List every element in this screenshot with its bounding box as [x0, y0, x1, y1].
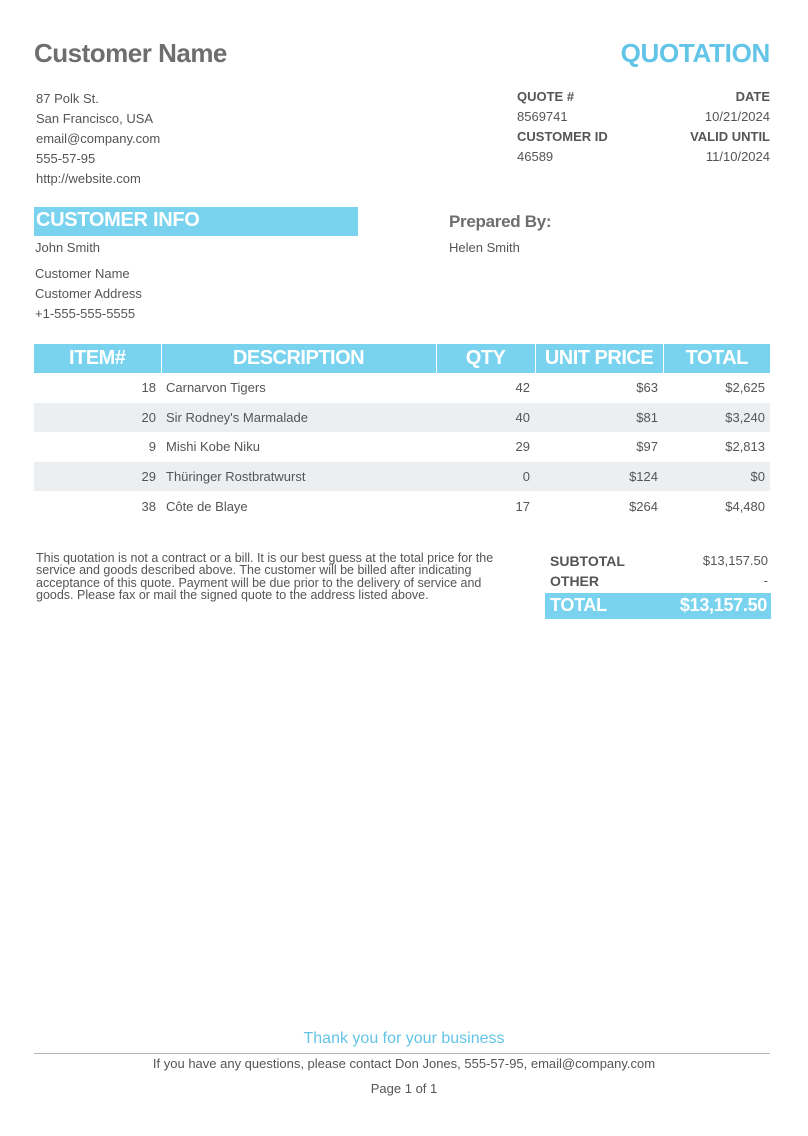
- total-label: TOTAL: [550, 595, 607, 615]
- item-number: 9: [148, 439, 156, 455]
- item-total: $3,240: [663, 403, 770, 433]
- valid-until-label: VALID UNTIL: [690, 129, 770, 144]
- item-qty: 0: [436, 462, 535, 492]
- item-qty: 17: [515, 498, 530, 514]
- customer-address: Customer Address: [35, 286, 142, 301]
- document-title: QUOTATION: [620, 38, 770, 68]
- subtotal-value: $13,157.50: [702, 553, 768, 568]
- item-description: Carnarvon Tigers: [166, 380, 266, 396]
- date-label: DATE: [735, 89, 770, 104]
- item-qty: 40: [436, 403, 535, 433]
- valid-until-value: 11/10/2024: [705, 149, 770, 164]
- table-row: [34, 462, 770, 492]
- other-value: -: [763, 573, 768, 588]
- item-description: Thüringer Rostbratwurst: [161, 462, 436, 492]
- footer-divider: [34, 1053, 770, 1054]
- table-row: [34, 373, 770, 403]
- address-line: San Francisco, USA: [36, 111, 154, 126]
- prepared-by-name: Helen Smith: [449, 240, 520, 255]
- item-number: 38: [141, 498, 156, 514]
- table-row: [34, 491, 770, 521]
- item-unit-price: $81: [535, 403, 663, 433]
- column-header-item: ITEM#: [34, 344, 161, 373]
- column-header-description: DESCRIPTION: [161, 344, 436, 373]
- item-description: Côte de Blaye: [166, 498, 248, 514]
- customer-info-heading-bar: [34, 207, 358, 236]
- item-description: Mishi Kobe Niku: [166, 439, 260, 455]
- item-qty: 42: [515, 380, 530, 396]
- item-qty: 29: [515, 439, 530, 455]
- customer-name: Customer Name: [35, 266, 130, 281]
- page-number: Page 1 of 1: [370, 1081, 438, 1096]
- total-bar: [545, 593, 771, 619]
- item-total: $2,625: [725, 380, 765, 396]
- prepared-by-label: Prepared By:: [449, 212, 552, 231]
- item-description: Sir Rodney's Marmalade: [161, 403, 436, 433]
- item-total: $2,813: [725, 439, 765, 455]
- quote-number-value: 8569741: [517, 109, 568, 124]
- customer-id-label: CUSTOMER ID: [517, 129, 608, 144]
- items-table: [34, 344, 770, 521]
- thank-you-message: Thank you for your business: [303, 1030, 505, 1047]
- table-header-row: [34, 344, 770, 373]
- customer-contact-name: John Smith: [35, 240, 101, 255]
- table-row: [34, 432, 770, 462]
- item-unit-price: $97: [636, 439, 658, 455]
- date-value: 10/21/2024: [704, 109, 770, 124]
- item-number: 18: [141, 380, 156, 396]
- address-line: 87 Polk St.: [36, 91, 99, 106]
- company-address: [36, 89, 160, 189]
- item-unit-price: $124: [535, 462, 663, 492]
- item-unit-price: $63: [636, 380, 658, 396]
- item-number: 29: [34, 462, 161, 492]
- quotation-disclaimer: This quotation is not a contract or a bill. It is our best guess at the total price for the service and goods described above. The customer will be billed after indicating acceptance of this quote. Payment will be due prior to the delivery of service and goods. Please fax or mail the signed quote to the address listed above.: [36, 551, 494, 603]
- item-number: 20: [34, 403, 161, 433]
- table-row: [34, 403, 770, 433]
- company-website: http://website.com: [36, 171, 141, 186]
- customer-info-heading: CUSTOMER INFO: [36, 209, 200, 231]
- column-header-qty: QTY: [436, 344, 535, 373]
- item-total: $0: [663, 462, 770, 492]
- item-unit-price: $264: [629, 498, 658, 514]
- total-value: $13,157.50: [679, 595, 767, 615]
- item-total: $4,480: [725, 498, 765, 514]
- other-label: OTHER: [550, 573, 599, 589]
- customer-id-value: 46589: [517, 149, 554, 164]
- company-email: email@company.com: [36, 131, 161, 146]
- quote-number-label: QUOTE #: [517, 89, 575, 104]
- footer-contact: If you have any questions, please contact Don Jones, 555-57-95, email@company.com: [152, 1056, 656, 1071]
- column-header-unit-price: UNIT PRICE: [535, 344, 663, 373]
- company-name: Customer Name: [34, 38, 227, 68]
- customer-phone: +1-555-555-5555: [35, 306, 136, 321]
- column-header-total: TOTAL: [663, 344, 770, 373]
- company-phone: 555-57-95: [36, 151, 96, 166]
- subtotal-label: SUBTOTAL: [550, 553, 625, 569]
